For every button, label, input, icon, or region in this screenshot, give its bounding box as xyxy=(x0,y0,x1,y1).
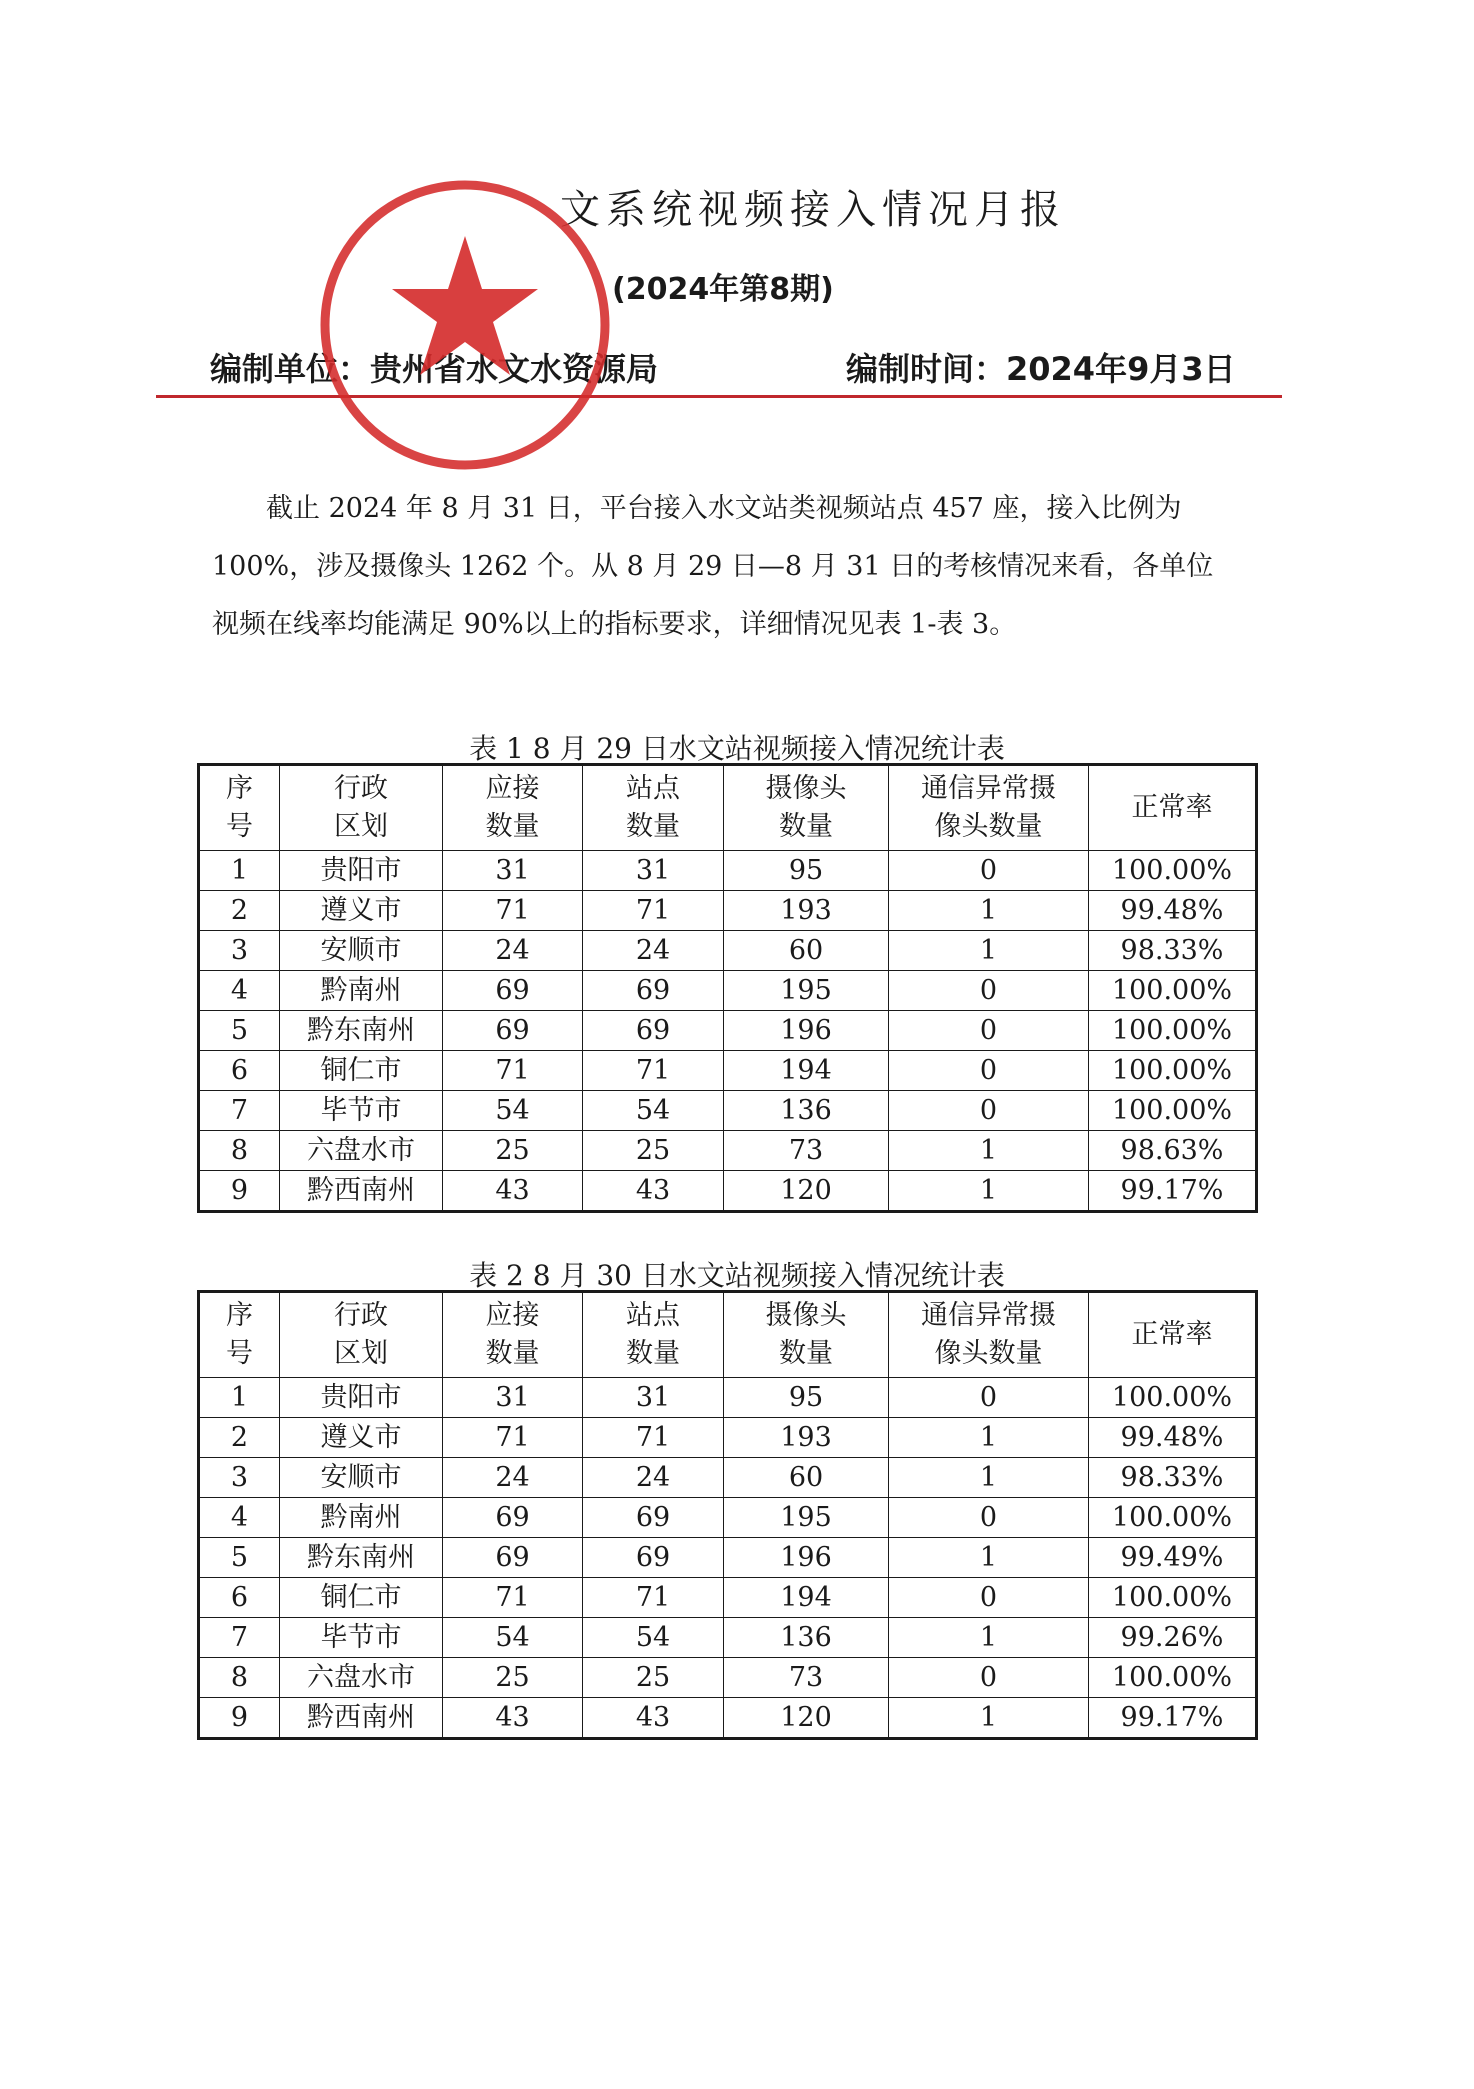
table-cell: 99.48% xyxy=(1089,1418,1257,1458)
table-row xyxy=(199,931,1257,971)
table-cell: 1 xyxy=(889,1458,1089,1498)
table-cell: 2 xyxy=(199,1418,280,1458)
summary-line-3: 视频在线率均能满足 90%以上的指标要求，详细情况见表 1-表 3。 xyxy=(212,609,1017,640)
table-cell: 69 xyxy=(443,1498,583,1538)
table1 xyxy=(197,763,1258,1213)
table-row xyxy=(199,1131,1257,1171)
table-cell: 1 xyxy=(199,1378,280,1418)
table-cell: 0 xyxy=(889,1578,1089,1618)
table-cell: 73 xyxy=(724,1131,889,1171)
table2-caption: 表 2 8 月 30 日水文站视频接入情况统计表 xyxy=(469,1259,1005,1292)
column-header: 摄像头 数量 xyxy=(724,1292,889,1378)
table-cell: 71 xyxy=(583,1051,724,1091)
table-cell: 4 xyxy=(199,971,280,1011)
table2-body xyxy=(199,1378,1257,1739)
table-cell: 24 xyxy=(443,931,583,971)
table-cell: 54 xyxy=(583,1091,724,1131)
table-cell: 31 xyxy=(583,1378,724,1418)
table2 xyxy=(197,1290,1258,1740)
table-cell: 铜仁市 xyxy=(280,1578,443,1618)
table-cell: 31 xyxy=(443,1378,583,1418)
issue-number: (2024年第8期) xyxy=(612,272,834,307)
table-cell: 0 xyxy=(889,1498,1089,1538)
table-cell: 54 xyxy=(443,1618,583,1658)
compiling-date: 编制时间：2024年9月3日 xyxy=(846,350,1236,388)
table-cell: 99.26% xyxy=(1089,1618,1257,1658)
table-cell: 安顺市 xyxy=(280,931,443,971)
table-cell: 0 xyxy=(889,1091,1089,1131)
table-cell: 71 xyxy=(443,891,583,931)
table-cell: 3 xyxy=(199,931,280,971)
summary-paragraph xyxy=(212,480,1254,654)
table-cell: 71 xyxy=(583,1578,724,1618)
column-header: 站点 数量 xyxy=(583,1292,724,1378)
table-cell: 71 xyxy=(443,1051,583,1091)
table-cell: 136 xyxy=(724,1618,889,1658)
table-cell: 六盘水市 xyxy=(280,1131,443,1171)
table-cell: 7 xyxy=(199,1618,280,1658)
table-cell: 95 xyxy=(724,851,889,891)
column-header: 序 号 xyxy=(199,765,280,851)
column-header: 行政 区划 xyxy=(280,1292,443,1378)
table-cell: 69 xyxy=(583,1011,724,1051)
table-cell: 六盘水市 xyxy=(280,1658,443,1698)
table-row xyxy=(199,1418,1257,1458)
table-cell: 43 xyxy=(443,1698,583,1739)
summary-line-2: 100%，涉及摄像头 1262 个。从 8 月 29 日—8 月 31 日的考核情况来看，各单位 xyxy=(212,551,1214,582)
table-cell: 193 xyxy=(724,1418,889,1458)
table-cell: 69 xyxy=(583,971,724,1011)
table-cell: 8 xyxy=(199,1131,280,1171)
table-cell: 黔南州 xyxy=(280,1498,443,1538)
table-cell: 铜仁市 xyxy=(280,1051,443,1091)
table-cell: 黔南州 xyxy=(280,971,443,1011)
table-cell: 98.33% xyxy=(1089,1458,1257,1498)
table-cell: 31 xyxy=(583,851,724,891)
table-cell: 99.17% xyxy=(1089,1171,1257,1212)
table-cell: 0 xyxy=(889,1658,1089,1698)
table-cell: 43 xyxy=(443,1171,583,1212)
table-cell: 黔东南州 xyxy=(280,1011,443,1051)
table-cell: 25 xyxy=(583,1658,724,1698)
table-row xyxy=(199,971,1257,1011)
table-cell: 43 xyxy=(583,1698,724,1739)
column-header: 正常率 xyxy=(1089,1292,1257,1378)
table-cell: 136 xyxy=(724,1091,889,1131)
table-cell: 24 xyxy=(443,1458,583,1498)
column-header: 通信异常摄 像头数量 xyxy=(889,1292,1089,1378)
table-cell: 24 xyxy=(583,1458,724,1498)
table-row xyxy=(199,1578,1257,1618)
table-cell: 31 xyxy=(443,851,583,891)
table1-body xyxy=(199,851,1257,1212)
table-cell: 贵阳市 xyxy=(280,851,443,891)
column-header: 行政 区划 xyxy=(280,765,443,851)
table-cell: 25 xyxy=(583,1131,724,1171)
table-row xyxy=(199,1378,1257,1418)
table-cell: 1 xyxy=(199,851,280,891)
table-cell: 69 xyxy=(443,1538,583,1578)
table-cell: 0 xyxy=(889,1051,1089,1091)
table-cell: 6 xyxy=(199,1578,280,1618)
table-cell: 99.49% xyxy=(1089,1538,1257,1578)
table-cell: 6 xyxy=(199,1051,280,1091)
table-cell: 99.48% xyxy=(1089,891,1257,931)
table-cell: 60 xyxy=(724,931,889,971)
table-cell: 25 xyxy=(443,1131,583,1171)
table-cell: 120 xyxy=(724,1171,889,1212)
table-row xyxy=(199,1698,1257,1739)
table-cell: 毕节市 xyxy=(280,1091,443,1131)
table-cell: 黔西南州 xyxy=(280,1171,443,1212)
table-cell: 贵阳市 xyxy=(280,1378,443,1418)
table-cell: 0 xyxy=(889,1011,1089,1051)
table-cell: 8 xyxy=(199,1658,280,1698)
table-cell: 安顺市 xyxy=(280,1458,443,1498)
table-cell: 69 xyxy=(443,1011,583,1051)
table-cell: 4 xyxy=(199,1498,280,1538)
table1-caption: 表 1 8 月 29 日水文站视频接入情况统计表 xyxy=(469,732,1005,765)
table-cell: 9 xyxy=(199,1698,280,1739)
table-cell: 71 xyxy=(583,1418,724,1458)
table-cell: 1 xyxy=(889,1418,1089,1458)
table-cell: 遵义市 xyxy=(280,891,443,931)
table-cell: 195 xyxy=(724,971,889,1011)
table-cell: 194 xyxy=(724,1578,889,1618)
table-cell: 71 xyxy=(443,1578,583,1618)
official-seal xyxy=(314,174,616,476)
table-row xyxy=(199,1091,1257,1131)
table-cell: 100.00% xyxy=(1089,1091,1257,1131)
table-cell: 0 xyxy=(889,851,1089,891)
table2-header-row xyxy=(199,1292,1257,1378)
table-cell: 100.00% xyxy=(1089,1011,1257,1051)
summary-line-1: 截止 2024 年 8 月 31 日，平台接入水文站类视频站点 457 座，接入比例为 xyxy=(266,493,1182,524)
table-cell: 1 xyxy=(889,1538,1089,1578)
table-cell: 100.00% xyxy=(1089,1498,1257,1538)
table-cell: 100.00% xyxy=(1089,1051,1257,1091)
table-cell: 120 xyxy=(724,1698,889,1739)
table-row xyxy=(199,1171,1257,1212)
table-cell: 100.00% xyxy=(1089,1578,1257,1618)
column-header: 摄像头 数量 xyxy=(724,765,889,851)
table1-header-row xyxy=(199,765,1257,851)
table-row xyxy=(199,1538,1257,1578)
table-cell: 73 xyxy=(724,1658,889,1698)
table-cell: 1 xyxy=(889,1171,1089,1212)
compiling-unit: 编制单位：贵州省水文水资源局 xyxy=(210,350,659,388)
table-cell: 1 xyxy=(889,931,1089,971)
table-cell: 3 xyxy=(199,1458,280,1498)
table-cell: 0 xyxy=(889,1378,1089,1418)
table-cell: 95 xyxy=(724,1378,889,1418)
table-row xyxy=(199,1458,1257,1498)
table-cell: 71 xyxy=(583,891,724,931)
table-cell: 69 xyxy=(443,971,583,1011)
table-cell: 69 xyxy=(583,1498,724,1538)
table-row xyxy=(199,1051,1257,1091)
column-header: 站点 数量 xyxy=(583,765,724,851)
table-cell: 54 xyxy=(583,1618,724,1658)
table-row xyxy=(199,1011,1257,1051)
table-cell: 25 xyxy=(443,1658,583,1698)
table-row xyxy=(199,891,1257,931)
column-header: 应接 数量 xyxy=(443,1292,583,1378)
table-cell: 遵义市 xyxy=(280,1418,443,1458)
table-cell: 1 xyxy=(889,1618,1089,1658)
table-cell: 98.33% xyxy=(1089,931,1257,971)
table-cell: 195 xyxy=(724,1498,889,1538)
table-cell: 100.00% xyxy=(1089,851,1257,891)
table-row xyxy=(199,851,1257,891)
column-header: 正常率 xyxy=(1089,765,1257,851)
table-cell: 196 xyxy=(724,1011,889,1051)
table-cell: 1 xyxy=(889,1698,1089,1739)
table-cell: 100.00% xyxy=(1089,971,1257,1011)
table-cell: 194 xyxy=(724,1051,889,1091)
table-cell: 黔东南州 xyxy=(280,1538,443,1578)
table-cell: 毕节市 xyxy=(280,1618,443,1658)
table-cell: 2 xyxy=(199,891,280,931)
table-cell: 100.00% xyxy=(1089,1378,1257,1418)
table-cell: 54 xyxy=(443,1091,583,1131)
table-cell: 99.17% xyxy=(1089,1698,1257,1739)
table-cell: 24 xyxy=(583,931,724,971)
table-cell: 1 xyxy=(889,891,1089,931)
column-header: 通信异常摄 像头数量 xyxy=(889,765,1089,851)
table-cell: 43 xyxy=(583,1171,724,1212)
table-cell: 196 xyxy=(724,1538,889,1578)
table-cell: 100.00% xyxy=(1089,1658,1257,1698)
table-row xyxy=(199,1498,1257,1538)
column-header: 序 号 xyxy=(199,1292,280,1378)
table-cell: 5 xyxy=(199,1538,280,1578)
table-cell: 60 xyxy=(724,1458,889,1498)
table-row xyxy=(199,1658,1257,1698)
table-cell: 69 xyxy=(583,1538,724,1578)
page-title: 文系统视频接入情况月报 xyxy=(560,187,1066,233)
table-cell: 193 xyxy=(724,891,889,931)
table-cell: 0 xyxy=(889,971,1089,1011)
table-cell: 黔西南州 xyxy=(280,1698,443,1739)
seal-star-icon xyxy=(392,236,538,375)
table-cell: 71 xyxy=(443,1418,583,1458)
table-cell: 7 xyxy=(199,1091,280,1131)
table-cell: 5 xyxy=(199,1011,280,1051)
table-row xyxy=(199,1618,1257,1658)
table-cell: 9 xyxy=(199,1171,280,1212)
table-cell: 1 xyxy=(889,1131,1089,1171)
table-cell: 98.63% xyxy=(1089,1131,1257,1171)
column-header: 应接 数量 xyxy=(443,765,583,851)
